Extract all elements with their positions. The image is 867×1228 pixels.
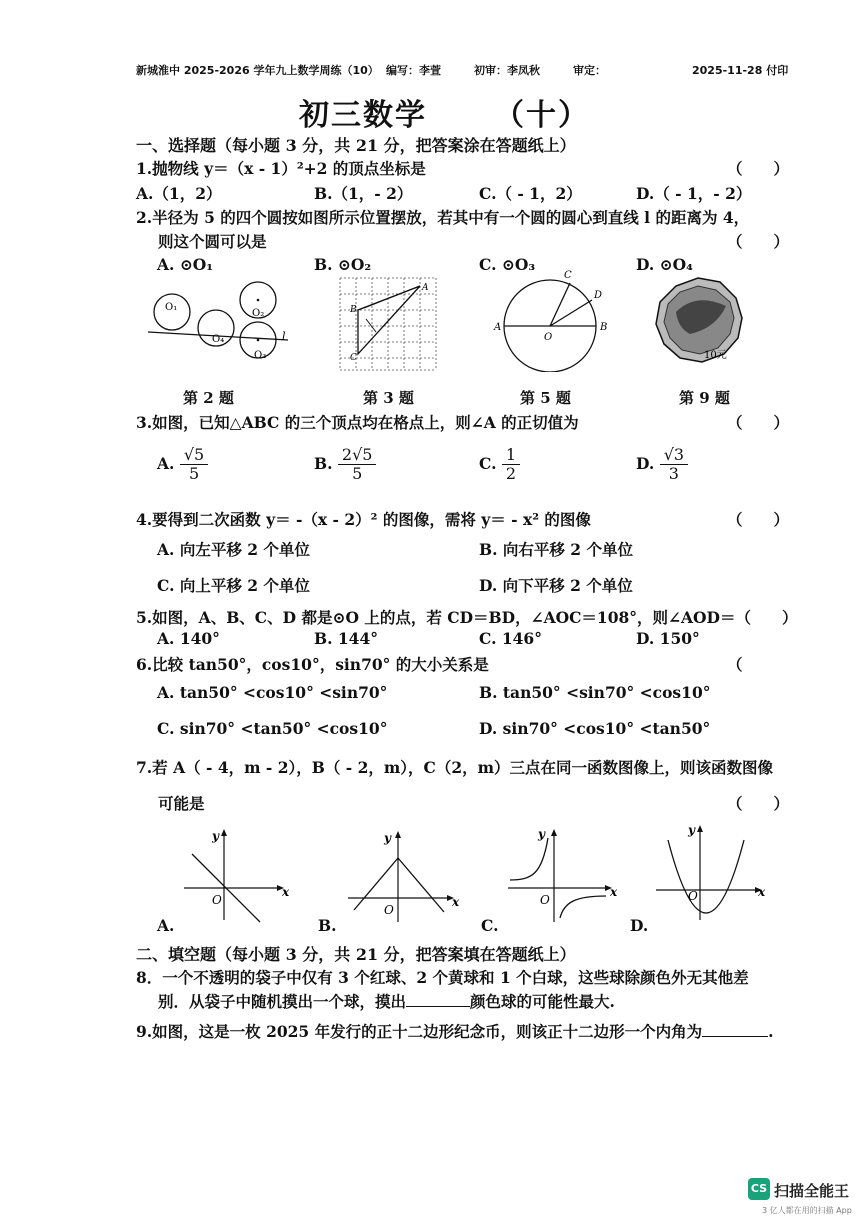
q5-option-d: D. 150°: [636, 629, 700, 648]
q7-graph-a: [176, 824, 292, 924]
label-a: A: [422, 283, 429, 293]
q4-option-a: A. 向左平移 2 个单位: [157, 540, 310, 559]
axis-y: y: [384, 831, 391, 845]
q7-graph-d: [652, 818, 770, 922]
q3-option-b: B. $\frac{2√5}{5}$: [314, 446, 376, 484]
header-date: 2025-11-28 付印: [692, 64, 789, 77]
q9-answer-blank[interactable]: [702, 1022, 768, 1037]
q8-line2: 别．从袋子中随机摸出一个球，摸出 颜色球的可能性最大.: [158, 992, 615, 1011]
q3-option-a: A. $\frac{√5}{5}$: [157, 446, 208, 484]
q6-option-b: B. tan50° <sin70° <cos10°: [479, 683, 711, 702]
q2-stem-line1: 2.半径为 5 的四个圆按如图所示位置摆放，若其中有一个圆的圆心到直线 l 的距离为 4，: [136, 208, 750, 227]
q1-option-a: A.（1，2）: [136, 184, 222, 203]
q4-option-d: D. 向下平移 2 个单位: [479, 576, 633, 595]
label-c: C: [564, 270, 572, 281]
q2-option-d: D. ⊙O₄: [636, 255, 693, 274]
q1-option-d: D.（ - 1，- 2）: [636, 184, 752, 203]
figure-q9-coin: [646, 272, 750, 368]
q5-option-b: B. 144°: [314, 629, 378, 648]
label-b: B: [600, 322, 608, 333]
label-line-l: l: [282, 330, 286, 343]
q7-graph-b: [344, 826, 462, 922]
figure-q2-circles: [148, 278, 298, 368]
label-d: D: [594, 290, 603, 301]
scanner-brand: 扫描全能王: [774, 1182, 850, 1200]
q7-option-b: B.: [318, 916, 337, 935]
header-approver: 审定：: [573, 64, 606, 77]
page-title-number: （十）: [494, 98, 590, 133]
label-o: O: [544, 332, 553, 343]
figure-q3-grid: [336, 274, 440, 374]
section-fill-heading: 二、填空题（每小题 3 分，共 21 分，把答案填在答题纸上）: [136, 945, 576, 964]
q7-option-d: D.: [630, 916, 649, 935]
scanner-tagline: 3 亿人都在用的扫描 App: [762, 1206, 852, 1215]
section-choice-heading: 一、选择题（每小题 3 分，共 21 分，把答案涂在答题纸上）: [136, 136, 576, 155]
caption-q9: 第 9 题: [679, 389, 730, 407]
axis-x: x: [282, 885, 290, 899]
header-school: 新城淮中 2025-2026 学年九上数学周练（10）: [136, 64, 379, 77]
q3-option-d: D. $\frac{√3}{3}$: [636, 446, 688, 484]
q2-stem-line2: 则这个圆可以是: [158, 232, 267, 251]
q3-stem: 3.如图，已知△ABC 的三个顶点均在格点上，则∠A 的正切值为: [136, 413, 579, 432]
origin: O: [540, 893, 550, 907]
q1-option-b: B.（1，- 2）: [314, 184, 413, 203]
figure-q5-circle: [490, 268, 620, 372]
coin-denomination: 10元: [704, 350, 727, 361]
q4-answer-paren: （ ）: [727, 510, 790, 529]
q7-option-a: A.: [157, 916, 175, 935]
q7-answer-paren: （ ）: [727, 794, 790, 813]
q1-stem: 1.抛物线 y＝（x - 1）²+2 的顶点坐标是: [136, 159, 426, 178]
q3-answer-paren: （ ）: [727, 413, 790, 432]
q6-answer-paren: （: [727, 655, 743, 674]
q2-option-c: C. ⊙O₃: [479, 255, 536, 274]
q6-option-d: D. sin70° <cos10° <tan50°: [479, 719, 711, 738]
axis-y: y: [538, 827, 545, 841]
caption-q3: 第 3 题: [363, 389, 414, 407]
q6-option-c: C. sin70° <tan50° <cos10°: [157, 719, 388, 738]
label-b: B: [350, 305, 357, 315]
caption-q2: 第 2 题: [183, 389, 234, 407]
q5-option-a: A. 140°: [157, 629, 220, 648]
q5-option-c: C. 146°: [479, 629, 542, 648]
q7-stem-line1: 7.若 A（ - 4，m - 2），B（ - 2，m），C（2，m）三点在同一函数图像上，则该函数图像: [136, 758, 774, 777]
header-author: 编写：李萱: [386, 64, 441, 77]
q1-answer-paren: （ ）: [727, 159, 790, 178]
axis-y: y: [688, 823, 695, 837]
q5-stem: 5.如图，A、B、C、D 都是⊙O 上的点，若 CD＝BD，∠AOC＝108°，则∠AOD＝（ ）: [136, 608, 798, 627]
q7-graph-c: [502, 824, 620, 924]
label-o1: O₁: [165, 302, 178, 313]
q4-stem: 4.要得到二次函数 y＝ -（x - 2）² 的图像，需将 y＝ - x² 的图像: [136, 510, 591, 529]
q1-option-c: C.（ - 1，2）: [479, 184, 582, 203]
q8-answer-blank[interactable]: [406, 992, 470, 1007]
q7-stem-line2: 可能是: [158, 794, 205, 813]
origin: O: [688, 889, 698, 903]
label-o3: O₃: [254, 350, 267, 361]
q2-answer-paren: （ ）: [727, 232, 790, 251]
q6-option-a: A. tan50° <cos10° <sin70°: [157, 683, 388, 702]
q8-line1: 8．一个不透明的袋子中仅有 3 个红球、2 个黄球和 1 个白球，这些球除颜色外无其他差: [136, 968, 749, 987]
origin: O: [384, 903, 394, 917]
q3-option-c: C. $\frac{1}{2}$: [479, 446, 520, 484]
scanner-logo-icon: CS: [748, 1178, 770, 1200]
axis-x: x: [610, 885, 618, 899]
label-o2: O₂: [252, 308, 265, 319]
label-c: C: [350, 353, 357, 363]
page-title: 初三数学: [299, 98, 427, 133]
origin: O: [212, 893, 222, 907]
q4-option-b: B. 向右平移 2 个单位: [479, 540, 633, 559]
q9-stem: 9.如图，这是一枚 2025 年发行的正十二边形纪念币，则该正十二边形一个内角为 .: [136, 1022, 774, 1041]
caption-q5: 第 5 题: [520, 389, 571, 407]
q2-option-b: B. ⊙O₂: [314, 255, 372, 274]
header-reviewer: 初审：李凤秋: [474, 64, 540, 77]
axis-y: y: [212, 829, 219, 843]
q7-option-c: C.: [481, 916, 499, 935]
q4-option-c: C. 向上平移 2 个单位: [157, 576, 310, 595]
q6-stem: 6.比较 tan50°，cos10°，sin70° 的大小关系是: [136, 655, 489, 674]
axis-x: x: [758, 885, 766, 899]
axis-x: x: [452, 895, 460, 909]
q2-option-a: A. ⊙O₁: [157, 255, 214, 274]
label-a: A: [494, 322, 502, 333]
label-o4: O₄: [212, 334, 225, 345]
